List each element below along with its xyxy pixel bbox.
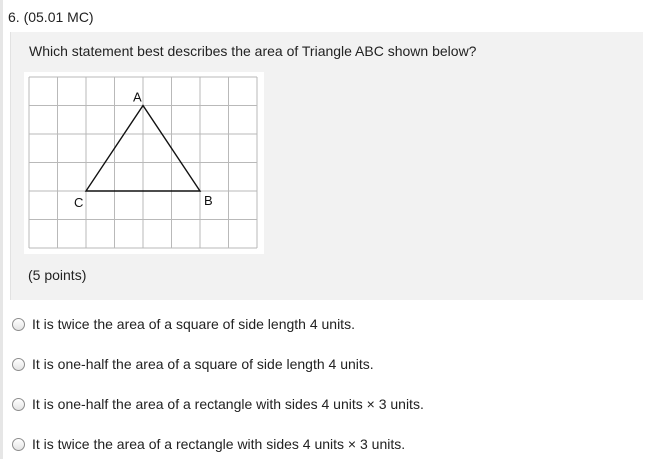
choice-label: It is twice the area of a rectangle with sides 4 units × 3 units. (32, 436, 406, 452)
choice-option-1[interactable] (12, 314, 355, 334)
choice-label: It is one-half the area of a square of side length 4 units. (32, 356, 374, 372)
radio-button[interactable] (12, 398, 25, 411)
triangle-figure (24, 72, 264, 254)
question-number: 6. (05.01 MC) (8, 9, 94, 25)
radio-button[interactable] (12, 318, 25, 331)
points-label: (5 points) (28, 267, 87, 283)
vertex-label-a: A (133, 89, 142, 105)
vertex-label-b: B (204, 193, 213, 208)
choice-option-2[interactable] (12, 354, 374, 374)
choice-label: It is twice the area of a square of side length 4 units. (32, 316, 355, 332)
page-left-border (0, 0, 3, 459)
choice-label: It is one-half the area of a rectangle with sides 4 units × 3 units. (32, 396, 424, 412)
choice-option-4[interactable] (12, 434, 405, 454)
radio-button[interactable] (12, 438, 25, 451)
radio-button[interactable] (12, 358, 25, 371)
choice-option-3[interactable] (12, 394, 424, 414)
question-text: Which statement best describes the area of Triangle ABC shown below? (29, 43, 477, 59)
vertex-label-c: C (74, 195, 84, 210)
